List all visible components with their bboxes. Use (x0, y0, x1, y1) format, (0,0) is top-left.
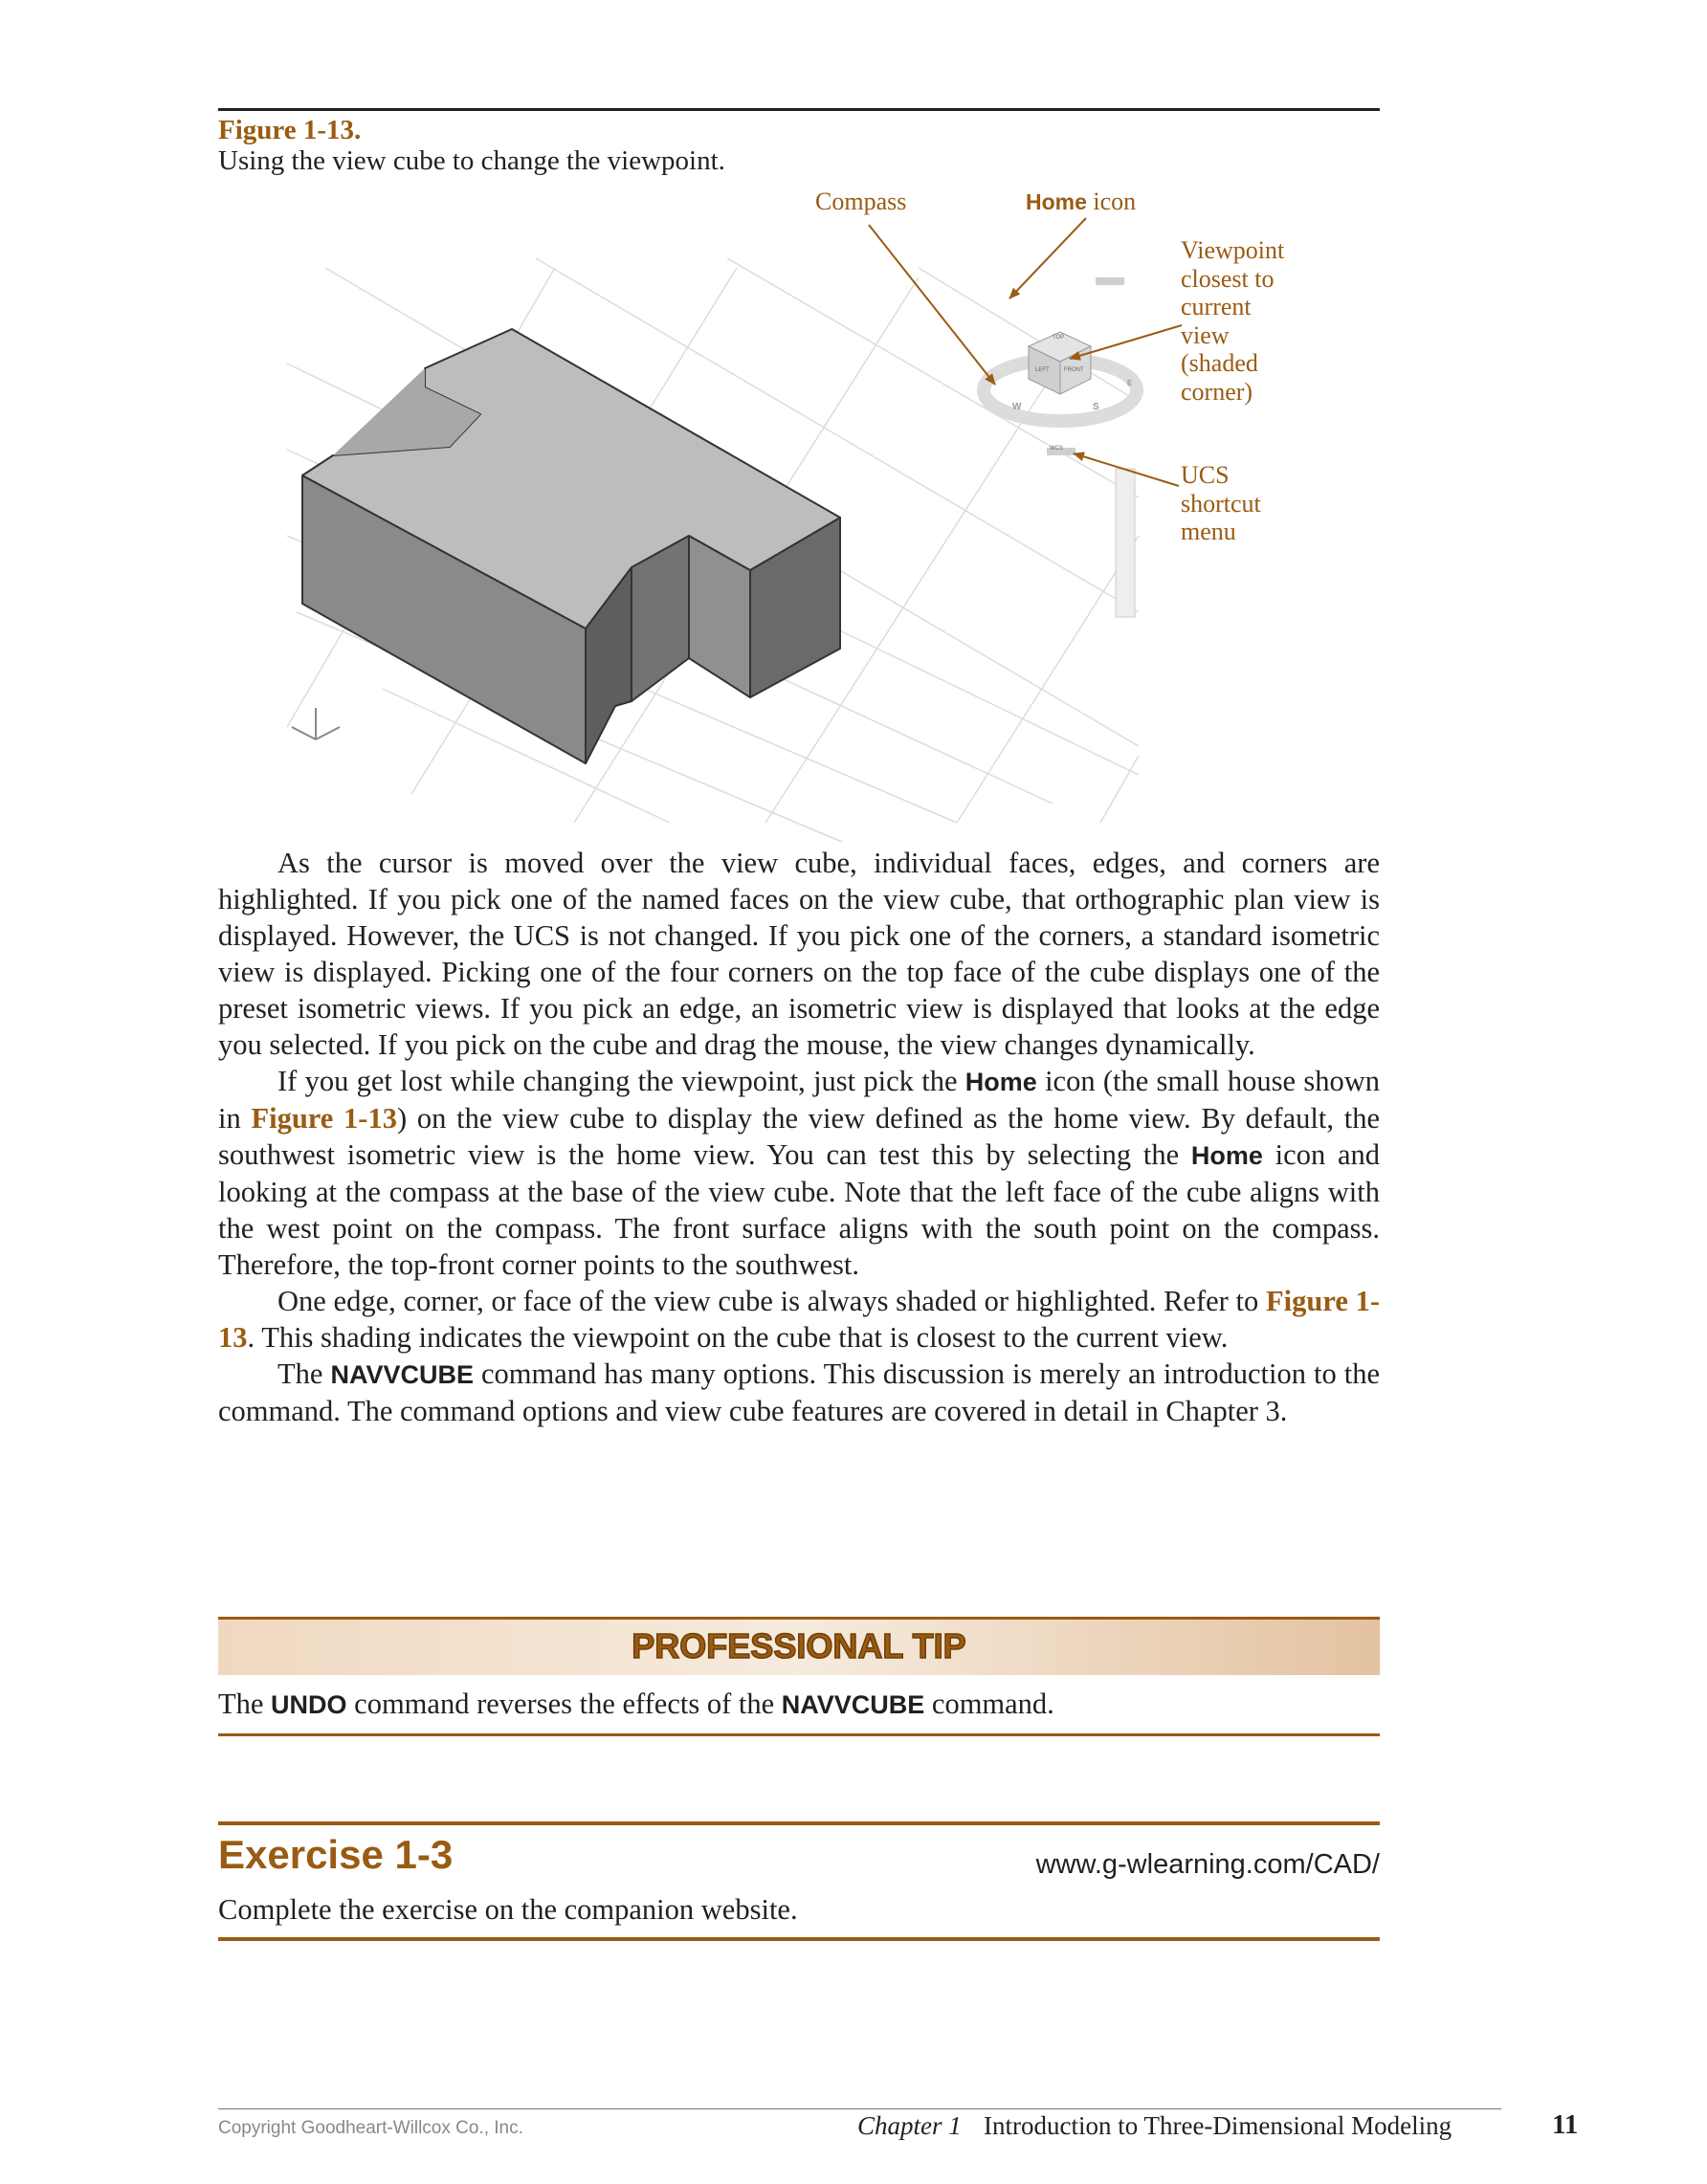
callout-leaders (869, 218, 1182, 486)
exercise-url-link[interactable]: www.g-wlearning.com/CAD/ (1035, 1849, 1380, 1880)
exercise-title: Exercise 1-3 (218, 1832, 454, 1877)
text-run: The (218, 1688, 272, 1720)
footer-rule (218, 2108, 1501, 2109)
navigation-bar (1116, 469, 1135, 617)
tip-bottom-rule (218, 1733, 1380, 1736)
professional-tip-text (218, 1688, 1054, 1721)
body-text (218, 845, 1380, 1429)
undo-command: UNDO (271, 1690, 347, 1719)
page-number: 11 (1552, 2109, 1579, 2140)
figure-caption: Using the view cube to change the viewpoint. (218, 145, 725, 176)
text-run: ) on the view cube to display the view defined as the home view. By default, the southwest isometric view is the home view. You can test this by selecting the (218, 1102, 1380, 1171)
paragraph (218, 1063, 1380, 1283)
chapter-label: Chapter 1 (857, 2111, 962, 2140)
callout-viewpoint (1181, 236, 1284, 406)
text-run: command has many options. This discussion is merely an introduction to the command. The command options and view cube features are covered in detail in Chapter 3. (218, 1357, 1380, 1427)
text-run: The (277, 1357, 331, 1390)
callout-ucs-line: UCS (1181, 461, 1230, 489)
professional-tip-banner (218, 1617, 1380, 1675)
wcs-button-label: WCS (1050, 446, 1063, 452)
figure-illustration (0, 0, 1707, 861)
callout-ucs-menu (1181, 461, 1261, 546)
text-run: One edge, corner, or face of the view cube is always shaded or highlighted. Refer to (277, 1285, 1267, 1317)
exercise-top-rule (218, 1821, 1380, 1825)
cube-top-label: TOP (1053, 335, 1065, 341)
callout-ucs-line: shortcut (1181, 489, 1261, 518)
callout-compass: Compass (815, 188, 907, 215)
callout-home-rest: icon (1086, 188, 1137, 215)
text-run: command. (924, 1688, 1054, 1720)
callout-ucs-line: menu (1181, 518, 1236, 545)
compass-east-label: E (1127, 379, 1133, 387)
home-command: Home (1190, 1141, 1263, 1170)
figure-reference: Figure 1-13 (218, 1285, 1381, 1354)
text-run: If you get lost while changing the viewpoint, just pick the (277, 1065, 965, 1097)
callout-viewpoint-line: corner) (1181, 377, 1253, 406)
copyright-notice: Copyright Goodheart-Willcox Co., Inc. (218, 2118, 523, 2138)
callout-home-bold: Home (1026, 189, 1087, 214)
cube-front-label: FRONT (1064, 367, 1084, 373)
text-run: . This shading indicates the viewpoint on the cube that is closest to the current view. (247, 1321, 1229, 1354)
callout-viewpoint-line: view (1181, 320, 1230, 349)
paragraph (218, 1283, 1380, 1356)
cube-toolbar-icons (1096, 277, 1124, 285)
exercise-text: Complete the exercise on the companion website. (218, 1893, 798, 1926)
3d-solid-model (302, 329, 840, 763)
figure-number: Figure 1-13. (218, 115, 362, 145)
ucs-icon (292, 708, 340, 739)
compass-south-label: S (1093, 402, 1099, 412)
text-run: icon (the small house shown in (218, 1065, 1380, 1135)
compass-west-label: W (1012, 402, 1022, 412)
callout-viewpoint-line: current (1181, 293, 1252, 320)
paragraph (218, 1356, 1380, 1429)
callout-viewpoint-line: closest to (1181, 264, 1275, 293)
callout-home-icon (1026, 188, 1136, 217)
callout-viewpoint-line: (shaded (1181, 349, 1258, 377)
paragraph: As the cursor is moved over the view cube, individual faces, edges, and corners are highlighted. If you pick one of the named faces on the view cube, that orthographic plan view is displayed. However, the UCS is not changed. If you pick one of the corners, a standard isometric view is displayed. Picking one of the four corners on the top face of the cube displays one of the preset isometric views. If you pick an edge, an isometric view is displayed that looks at the edge you selected. If you pick on the cube and drag the mouse, the view changes dynamically. (218, 847, 1380, 1061)
callout-viewpoint-line: Viewpoint (1181, 236, 1285, 264)
text-run: icon and looking at the compass at the base of the view cube. Note that the left face of the cube aligns with the west point on the compass. The front surface aligns with the south point on the compass. Therefore, the top-front corner points to the southwest. (218, 1138, 1380, 1281)
home-command: Home (964, 1068, 1037, 1096)
figure-reference: Figure 1-13 (251, 1102, 397, 1135)
navvcube-command: NAVVCUBE (330, 1360, 474, 1389)
chapter-title: Introduction to Three-Dimensional Modeling (984, 2111, 1452, 2140)
navvcube-command: NAVVCUBE (781, 1690, 925, 1719)
cube-left-label: LEFT (1035, 367, 1050, 373)
professional-tip-title: PROFESSIONAL TIP (632, 1626, 966, 1666)
exercise-bottom-rule (218, 1937, 1380, 1941)
text-run: command reverses the effects of the (346, 1688, 782, 1720)
